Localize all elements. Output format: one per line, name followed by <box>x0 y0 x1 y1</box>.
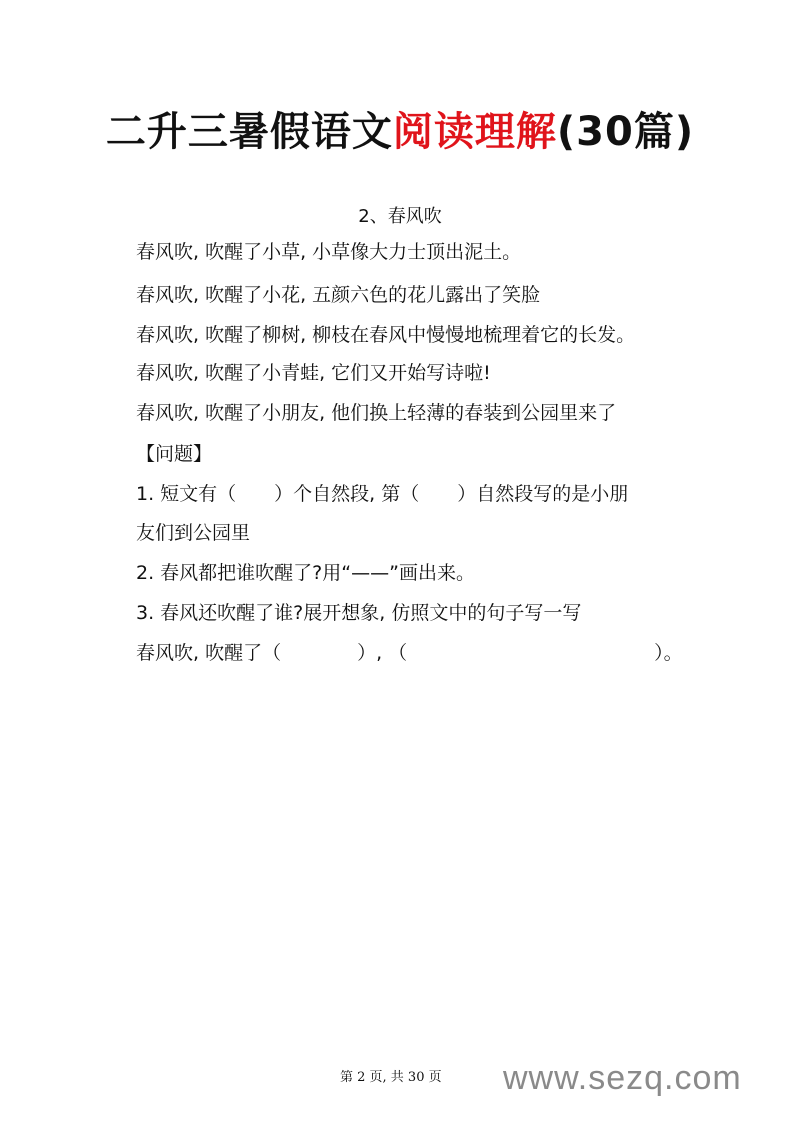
passage-line-3: 春风吹, 吹醒了柳树, 柳枝在春风中慢慢地梳理着它的长发。 <box>136 324 636 346</box>
document-title <box>0 100 800 157</box>
passage-line-2: 春风吹, 吹醒了小花, 五颜六色的花儿露出了笑脸 <box>136 284 541 306</box>
passage-line-1: 春风吹, 吹醒了小草, 小草像大力士顶出泥土。 <box>136 241 522 263</box>
title-tail: (30篇) <box>556 109 695 155</box>
question-2: 2. 春风都把谁吹醒了?用“——”画出来。 <box>136 562 475 584</box>
questions-header: 【问题】 <box>136 443 213 465</box>
watermark: www.sezq.com <box>503 1059 742 1097</box>
question-1-line-1: 1. 短文有（ ）个自然段, 第（ ）自然段写的是小朋 <box>136 483 629 505</box>
passage-line-5: 春风吹, 吹醒了小朋友, 他们换上轻薄的春装到公园里来了 <box>136 402 617 424</box>
question-1-line-2: 友们到公园里 <box>136 522 251 544</box>
title-main: 二升三暑假语文 <box>105 109 393 155</box>
question-3-answer-line: 春风吹, 吹醒了（ ）, （ ）。 <box>136 642 683 664</box>
passage-title: 2、春风吹 <box>358 206 442 227</box>
question-3: 3. 春风还吹醒了谁?展开想象, 仿照文中的句子写一写 <box>136 602 582 624</box>
passage-line-4: 春风吹, 吹醒了小青蛙, 它们又开始写诗啦! <box>136 362 491 384</box>
page-footer: 第 2 页, 共 30 页 <box>340 1070 442 1085</box>
title-accent: 阅读理解 <box>392 109 557 155</box>
